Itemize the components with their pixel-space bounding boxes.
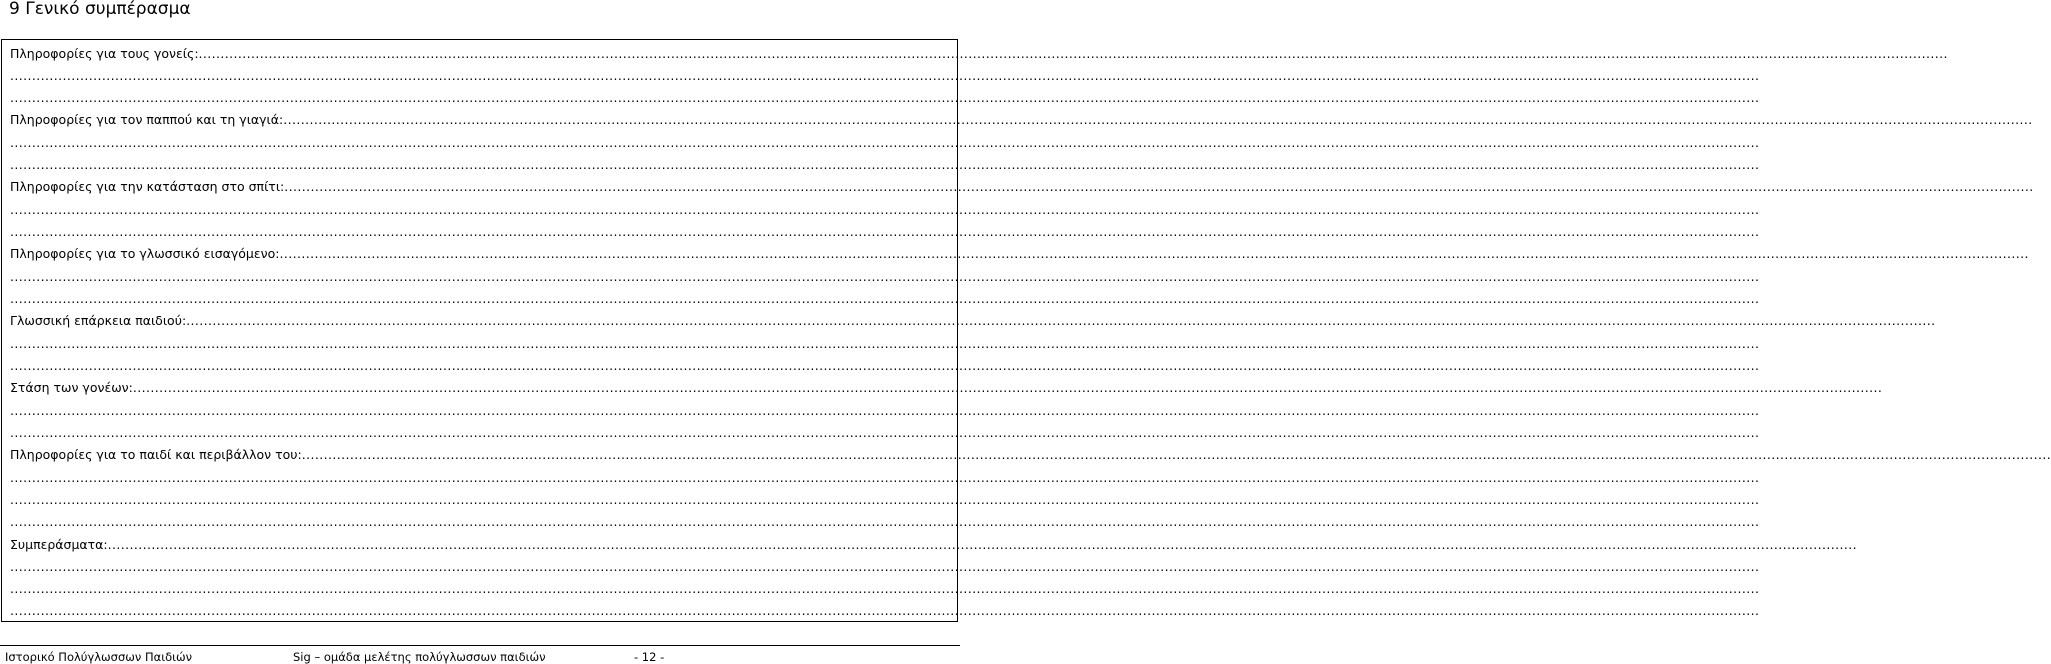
fill-dots: ................................................................................................................................................................................................................................................................................................................................................................................................................: [279, 246, 2029, 261]
fill-dots: ................................................................................................................................................................................................................................................................................................................................................................................................................: [284, 179, 2034, 194]
fill-dots: ................................................................................................................................................................................................................................................................................................................................................................................................................: [186, 313, 1936, 328]
field-line[interactable]: [10, 510, 1760, 533]
field-line[interactable]: [10, 488, 1760, 511]
fill-dots: ................................................................................................................................................................................................................................................................................................................................................................................................................: [10, 224, 1760, 239]
field-grandparents-info[interactable]: [10, 108, 2033, 131]
fill-dots: ................................................................................................................................................................................................................................................................................................................................................................................................................: [10, 581, 1760, 596]
field-parents-info[interactable]: [10, 42, 1948, 65]
field-label: Πληροφορίες για την κατάσταση στο σπίτι:: [10, 179, 285, 194]
fill-dots: ................................................................................................................................................................................................................................................................................................................................................................................................................: [10, 358, 1760, 373]
page-heading: 9 Γενικό συμπέρασμα: [9, 0, 191, 19]
field-parents-attitude[interactable]: [10, 376, 1883, 399]
fill-dots: ................................................................................................................................................................................................................................................................................................................................................................................................................: [10, 403, 1760, 418]
fill-dots: ................................................................................................................................................................................................................................................................................................................................................................................................................: [301, 447, 2051, 462]
field-label: Συμπεράσματα:: [10, 537, 108, 552]
field-line[interactable]: [10, 287, 1760, 310]
field-line[interactable]: [10, 86, 1760, 109]
field-label: Γλωσσική επάρκεια παιδιού:: [10, 313, 187, 328]
conclusion-form: [1, 39, 2051, 622]
field-line[interactable]: [10, 599, 1760, 622]
field-line[interactable]: [10, 354, 1760, 377]
field-line[interactable]: [10, 131, 1760, 154]
fill-dots: ................................................................................................................................................................................................................................................................................................................................................................................................................: [10, 157, 1760, 172]
fill-dots: ................................................................................................................................................................................................................................................................................................................................................................................................................: [10, 336, 1760, 351]
field-label: Πληροφορίες για το παιδί και περιβάλλον του:: [10, 447, 302, 462]
fill-dots: ................................................................................................................................................................................................................................................................................................................................................................................................................: [10, 492, 1760, 507]
field-line[interactable]: [10, 64, 1760, 87]
field-line[interactable]: [10, 265, 1760, 288]
field-line[interactable]: [10, 220, 1760, 243]
field-label: Πληροφορίες για τον παππού και τη γιαγιά:: [10, 112, 284, 127]
fill-dots: ................................................................................................................................................................................................................................................................................................................................................................................................................: [132, 380, 1883, 395]
fill-dots: ................................................................................................................................................................................................................................................................................................................................................................................................................: [10, 68, 1760, 83]
footer-divider: [0, 645, 960, 646]
fill-dots: ................................................................................................................................................................................................................................................................................................................................................................................................................: [10, 90, 1760, 105]
field-line[interactable]: [10, 198, 1760, 221]
field-line[interactable]: [10, 153, 1760, 176]
fill-dots: ................................................................................................................................................................................................................................................................................................................................................................................................................: [10, 135, 1760, 150]
field-line[interactable]: [10, 555, 1760, 578]
field-label: Πληροφορίες για το γλωσσικό εισαγόμενο:: [10, 246, 280, 261]
fill-dots: ................................................................................................................................................................................................................................................................................................................................................................................................................: [10, 202, 1760, 217]
fill-dots: ................................................................................................................................................................................................................................................................................................................................................................................................................: [283, 112, 2033, 127]
field-conclusions[interactable]: [10, 533, 1857, 556]
fill-dots: ................................................................................................................................................................................................................................................................................................................................................................................................................: [107, 537, 1857, 552]
field-line[interactable]: [10, 466, 1760, 489]
footer-document-title: Ιστορικό Πολύγλωσσων Παιδιών: [5, 650, 193, 664]
field-line[interactable]: [10, 332, 1760, 355]
fill-dots: ................................................................................................................................................................................................................................................................................................................................................................................................................: [10, 291, 1760, 306]
field-home-situation[interactable]: [10, 175, 2034, 198]
fill-dots: ................................................................................................................................................................................................................................................................................................................................................................................................................: [10, 425, 1760, 440]
fill-dots: ................................................................................................................................................................................................................................................................................................................................................................................................................: [10, 559, 1760, 574]
field-label: Στάση των γονέων:: [10, 380, 133, 395]
field-line[interactable]: [10, 421, 1760, 444]
field-language-proficiency[interactable]: [10, 309, 1936, 332]
fill-dots: ................................................................................................................................................................................................................................................................................................................................................................................................................: [10, 269, 1760, 284]
fill-dots: ................................................................................................................................................................................................................................................................................................................................................................................................................: [198, 46, 1948, 61]
field-language-input[interactable]: [10, 242, 2029, 265]
field-line[interactable]: [10, 577, 1760, 600]
fill-dots: ................................................................................................................................................................................................................................................................................................................................................................................................................: [10, 603, 1760, 618]
fill-dots: ................................................................................................................................................................................................................................................................................................................................................................................................................: [10, 514, 1760, 529]
field-child-environment[interactable]: [10, 443, 2051, 466]
field-line[interactable]: [10, 399, 1760, 422]
page-number: - 12 -: [634, 650, 665, 664]
fill-dots: ................................................................................................................................................................................................................................................................................................................................................................................................................: [10, 470, 1760, 485]
footer-group-name: Sig – ομάδα μελέτης πολύγλωσσων παιδιών: [293, 650, 546, 664]
field-label: Πληροφορίες για τους γονείς:: [10, 46, 199, 61]
